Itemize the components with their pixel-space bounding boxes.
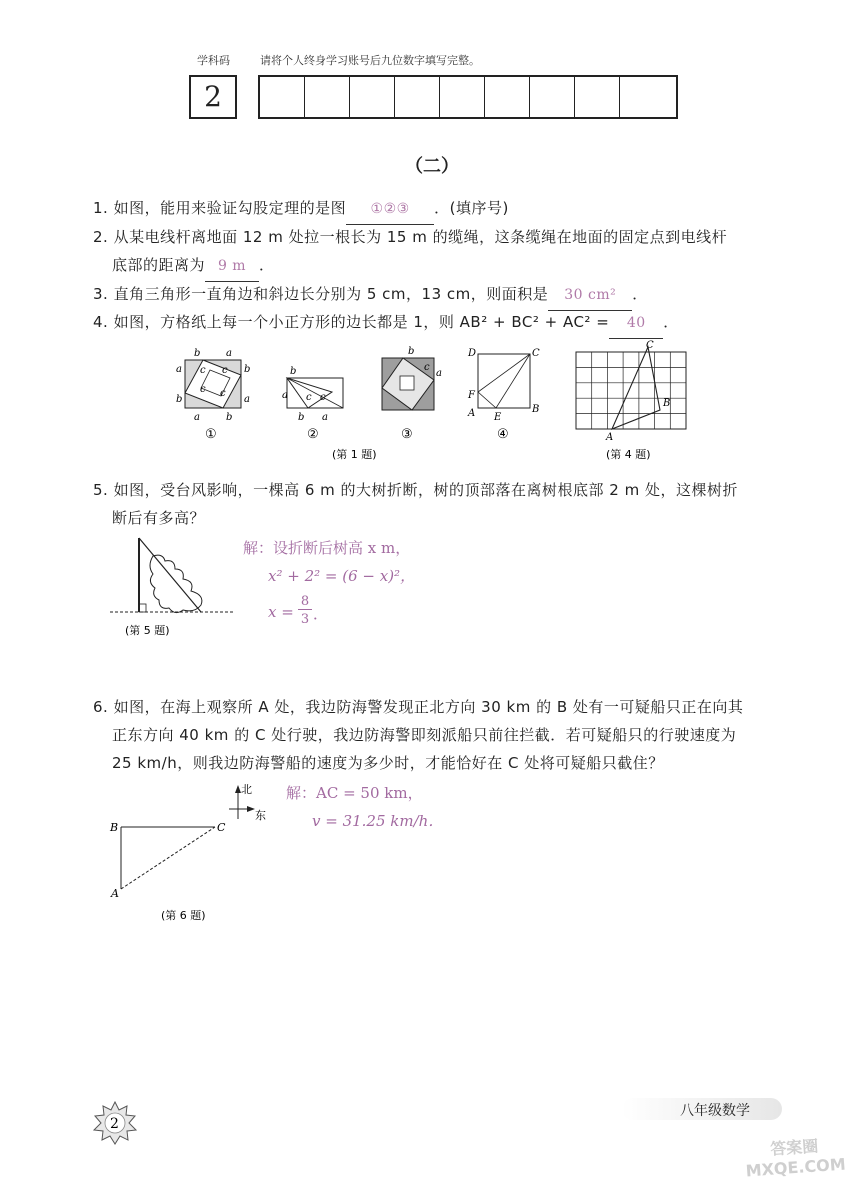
fig1-d1-c3: c — [200, 384, 206, 395]
fig1-d4-B: B — [532, 404, 540, 415]
fig4-C: C — [646, 340, 654, 351]
fig1-d4-D: D — [468, 348, 477, 359]
fig1-d1-b-top: b — [194, 348, 201, 359]
fig1-d4-A: A — [468, 408, 476, 419]
question-1-text: 1. 如图，能用来验证勾股定理的是图 — [93, 199, 347, 217]
question-1 — [93, 193, 509, 225]
fig1-d1-a-right: a — [244, 394, 250, 405]
fig6-B: B — [110, 821, 119, 834]
q5-solution-line3-lhs: x = — [268, 603, 294, 621]
section-title: （二） — [405, 156, 459, 177]
fig1-label-3: ③ — [401, 427, 413, 442]
q5-solution-line1: 解：设折断后树高 x m， — [243, 539, 411, 557]
question-3-answer: 30 cm² — [548, 280, 632, 311]
q6-solution-line2: v = 31.25 km/h． — [312, 812, 444, 830]
compass-east: 东 — [255, 809, 266, 822]
fig4-A: A — [606, 432, 614, 443]
question-1-suffix: ．(填序号) — [434, 199, 509, 217]
q5-solution-numerator: 8 — [298, 594, 312, 610]
fig1-d1-a-bottom: a — [194, 412, 200, 423]
fig1-d2-c1: c — [306, 392, 312, 403]
question-6-line2: 正东方向 40 km 的 C 处行驶，我边防海警即刻派船只前往拦截．若可疑船只的行驶速度为 — [112, 726, 737, 744]
fig1-d2-c2: c — [320, 392, 326, 403]
question-4-answer: 40 — [609, 308, 663, 339]
fig1-d1-b-bottom: b — [226, 412, 233, 423]
digit-box[interactable] — [350, 77, 395, 117]
question-3-suffix: ． — [632, 285, 648, 303]
question-2-line1: 2. 从某电线杆离地面 12 m 处拉一根长为 15 m 的缆绳，这条缆绳在地面的固定点到电线杆 — [93, 228, 728, 246]
figure-5-tree — [105, 528, 240, 643]
digit-box[interactable] — [305, 77, 350, 117]
fig1-d1-c2: c — [222, 365, 228, 376]
question-2-line2 — [112, 250, 275, 282]
fig6-caption: (第 6 题) — [161, 909, 206, 922]
question-2-text: 底部的距离为 — [112, 256, 206, 274]
fig1-d1-b-right: b — [244, 364, 251, 375]
account-digit-boxes[interactable] — [258, 75, 678, 119]
fig1-d2-b2: b — [298, 412, 305, 423]
fig1-d1-c4: c — [220, 388, 226, 399]
digit-box[interactable] — [395, 77, 440, 117]
subject-code-label: 学科码 — [197, 54, 230, 67]
fig1-d3-a: a — [436, 368, 442, 379]
fig1-label-1: ① — [205, 427, 217, 442]
page-number: 2 — [110, 1116, 119, 1132]
question-5-line2: 断后有多高？ — [112, 509, 206, 527]
fig1-d4-E: E — [494, 412, 502, 423]
digit-box[interactable] — [530, 77, 575, 117]
digit-box[interactable] — [440, 77, 485, 117]
fig1-d3-c: c — [424, 362, 430, 373]
digit-box[interactable] — [620, 77, 664, 117]
digit-box[interactable] — [260, 77, 305, 117]
figure-6-map — [105, 775, 285, 925]
question-6-line3: 25 km/h，则我边防海警船的速度为多少时，才能恰好在 C 处将可疑船只截住？ — [112, 754, 664, 772]
question-4 — [93, 307, 679, 339]
figure-1-diagram-1 — [176, 348, 250, 442]
question-4-text: 4. 如图，方格纸上每一个小正方形的边长都是 1，则 AB² + BC² + AC² = — [93, 313, 610, 331]
fig5-caption: (第 5 题) — [125, 624, 170, 637]
page-number-badge — [92, 1100, 138, 1146]
question-6-line1: 6. 如图，在海上观察所 A 处，我边防海警发现正北方向 30 km 的 B 处有一可疑船只正在向其 — [93, 698, 744, 716]
fig6-A: A — [111, 887, 119, 900]
figure-1-diagram-3 — [382, 346, 442, 442]
question-2-answer: 9 m — [205, 251, 259, 282]
grade-label: 八年级数学 — [680, 1103, 750, 1119]
fig1-d3-b: b — [408, 346, 415, 357]
fig1-d2-a2: a — [322, 412, 328, 423]
digit-box[interactable] — [485, 77, 530, 117]
account-instruction: 请将个人终身学习账号后九位数字填写完整。 — [260, 54, 480, 67]
question-4-suffix: ． — [663, 313, 679, 331]
fig1-d1-c1: c — [200, 365, 206, 376]
q5-solution-line2: x² + 2² = (6 − x)²， — [268, 567, 416, 585]
question-5-line1: 5. 如图，受台风影响，一棵高 6 m 的大树折断，树的顶部落在离树根底部 2 m 处，这棵树折 — [93, 481, 739, 499]
fig1-label-4: ④ — [497, 427, 509, 442]
q5-solution-denominator: 3 — [300, 612, 310, 627]
fig1-d2-a: a — [282, 390, 288, 401]
question-2-suffix: ． — [259, 256, 275, 274]
subject-code-box: 2 — [189, 75, 237, 119]
figure-4-grid — [576, 340, 686, 443]
fig1-label-2: ② — [307, 427, 319, 442]
fig1-d1-a-top: a — [226, 348, 232, 359]
fig1-d4-C: C — [532, 348, 540, 359]
figure-1-diagram-4 — [467, 348, 540, 442]
fig1-d2-b: b — [290, 366, 297, 377]
fig4-caption: (第 4 题) — [606, 448, 651, 461]
fig6-C: C — [217, 821, 226, 834]
figures-q1-q4 — [160, 340, 700, 470]
fig4-B: B — [663, 398, 671, 409]
digit-box[interactable] — [575, 77, 620, 117]
watermark: 答案圈 MXQE.COM — [745, 1136, 847, 1181]
compass-north: 北 — [241, 783, 252, 796]
question-3-text: 3. 直角三角形一直角边和斜边长分别为 5 cm，13 cm，则面积是 — [93, 285, 549, 303]
fig1-d1-a-left: a — [176, 364, 182, 375]
fig1-caption: (第 1 题) — [332, 448, 377, 461]
q5-solution-suffix: ． — [313, 605, 329, 623]
figure-1-diagram-2 — [282, 366, 343, 442]
question-1-answer: ①②③ — [346, 194, 434, 225]
q6-solution-line1: 解：AC = 50 km， — [286, 784, 423, 802]
fig1-d1-b-left: b — [176, 394, 183, 405]
fig1-d4-F: F — [468, 390, 475, 401]
